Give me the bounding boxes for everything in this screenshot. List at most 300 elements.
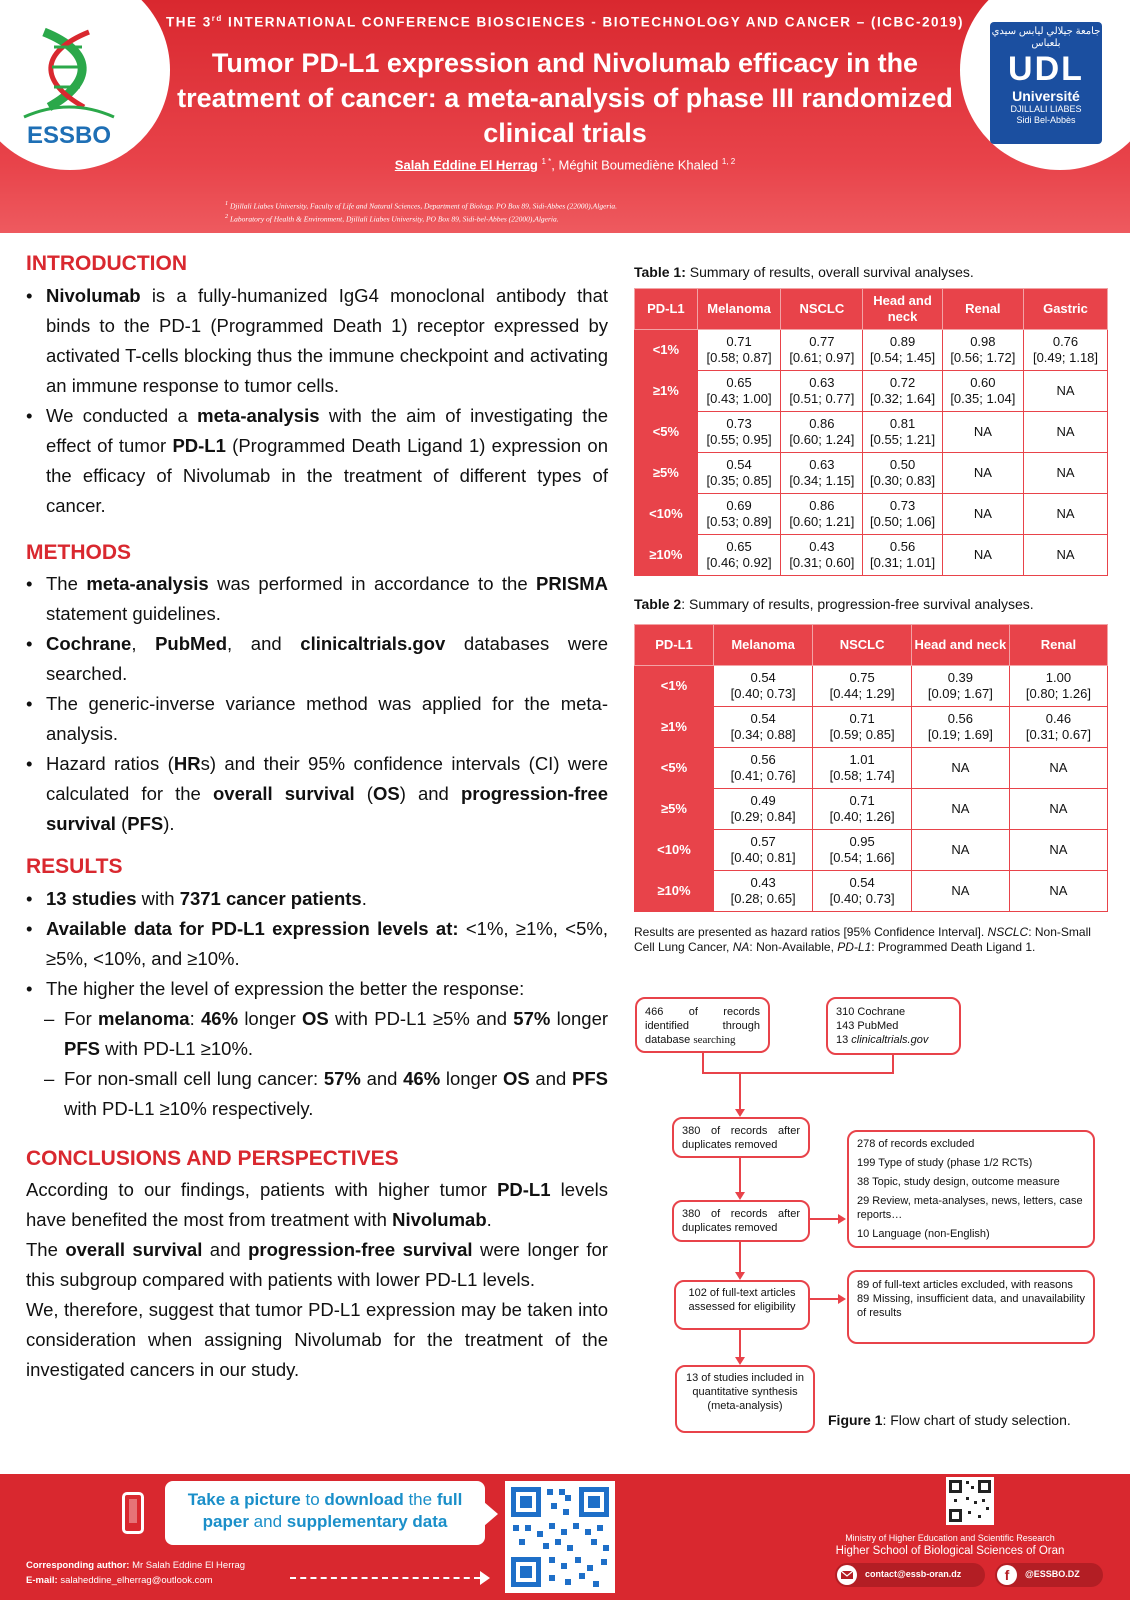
row-label-cell: ≥10%	[635, 871, 714, 912]
table-cell	[781, 330, 863, 371]
text-fragment: with	[136, 888, 180, 909]
table-header-cell: PD-L1	[635, 625, 714, 666]
text-fragment: ).	[163, 813, 175, 834]
text-fragment: NA	[732, 940, 750, 954]
text-fragment: and	[360, 1068, 404, 1089]
text-fragment: were longer for this subgroup compared with patients with lower PD-L1 levels.	[26, 1239, 608, 1290]
contact-email-badge[interactable]	[835, 1563, 985, 1587]
conclusions-heading: CONCLUSIONS AND PERSPECTIVES	[26, 1147, 399, 1170]
hazard-ratio-value: 1.00	[1045, 670, 1072, 685]
table-cell	[1024, 453, 1108, 494]
table-header-cell: Renal	[1009, 625, 1107, 666]
hazard-ratio-value: 0.77	[809, 334, 835, 349]
text-fragment: OS	[503, 1068, 530, 1089]
table-cell	[1009, 871, 1107, 912]
text-fragment: statement guidelines.	[46, 603, 221, 624]
text-fragment: clinicaltrials.gov	[851, 1034, 929, 1046]
text-fragment: salaheddine_elherrag@outlook.com	[57, 1575, 213, 1586]
essbo-logo-text: ESSBO	[26, 122, 112, 149]
table-cell	[781, 412, 863, 453]
school-name: Higher School of Biological Sciences of Oran	[835, 1545, 1065, 1557]
row-label-cell: ≥5%	[635, 789, 714, 830]
text-fragment: .	[361, 888, 367, 909]
confidence-interval: [0.09; 1.67]	[927, 686, 993, 701]
text-fragment: 7371 cancer patients	[179, 888, 362, 909]
flow-connector	[739, 1072, 741, 1110]
table-cell	[942, 453, 1023, 494]
udl-logo-arabic: جامعة جيلالي ليابس سيدي بلعباس	[991, 26, 1101, 49]
hazard-ratio-value: 0.60	[970, 375, 996, 390]
text-fragment: the	[403, 1490, 437, 1509]
text-fragment: 89 Missing, insufficient data, and unavailability of results	[857, 1293, 1085, 1319]
intro-bullet-1	[26, 281, 608, 401]
table-row	[635, 330, 1108, 371]
table-cell	[713, 707, 812, 748]
text-fragment: : Programmed Death Ligand 1.	[871, 940, 1036, 954]
text-fragment: Nivolumab	[46, 285, 141, 306]
hazard-ratio-value: 0.89	[889, 334, 916, 349]
text-fragment: We conducted a	[46, 405, 198, 426]
hazard-ratio-value: 0.63	[809, 457, 835, 472]
flow-arrow	[735, 1272, 745, 1280]
confidence-interval: [0.35; 0.85]	[706, 473, 772, 488]
table-row	[635, 412, 1108, 453]
hazard-ratio-value: 0.98	[970, 334, 996, 349]
results-subitem-melanoma	[26, 1004, 608, 1064]
hazard-ratio-value: 0.54	[849, 875, 875, 890]
text-fragment: For non-small cell lung cancer:	[64, 1068, 324, 1089]
hazard-ratio-value: 0.56	[947, 711, 974, 726]
paper-qr-code[interactable]	[505, 1481, 615, 1593]
table-cell	[813, 830, 912, 871]
text-fragment: 199 Type of study (phase 1/2 RCTs)	[857, 1157, 1033, 1169]
row-label-cell: <5%	[635, 412, 698, 453]
table-header-row	[635, 625, 1108, 666]
row-label-cell: ≥5%	[635, 453, 698, 494]
text-fragment: PFS	[572, 1068, 608, 1089]
confidence-interval: [0.44; 1.29]	[829, 686, 895, 701]
school-qr-code[interactable]	[946, 1477, 994, 1525]
hazard-ratio-value: 0.50	[889, 457, 916, 472]
table-cell	[911, 666, 1009, 707]
envelope-icon	[837, 1565, 857, 1585]
confidence-interval: [0.34; 1.15]	[789, 473, 855, 488]
table-cell	[781, 535, 863, 576]
hazard-ratio-value: NA	[951, 842, 970, 857]
phone-screen-icon	[129, 1499, 137, 1523]
text-fragment: 310 Cochrane	[836, 1006, 906, 1018]
table-2-caption	[634, 596, 1034, 612]
text-fragment: 13	[836, 1034, 852, 1046]
author-email[interactable]	[26, 1575, 213, 1586]
table-cell	[911, 830, 1009, 871]
intro-section	[26, 281, 608, 521]
text-fragment: The	[46, 573, 87, 594]
methods-bullet-2	[26, 629, 608, 689]
author-2: Méghit Boumediène Khaled	[558, 157, 719, 173]
flow-connector	[739, 1158, 741, 1192]
methods-section	[26, 569, 608, 839]
confidence-interval: [0.54; 1.66]	[829, 850, 895, 865]
text-fragment: PFS	[127, 813, 164, 834]
hazard-ratio-value: 0.69	[726, 498, 752, 513]
confidence-interval: [0.60; 1.21]	[789, 514, 855, 529]
confidence-interval: [0.61; 0.97]	[789, 350, 855, 365]
confidence-interval: [0.80; 1.26]	[1025, 686, 1091, 701]
flow-arrow	[838, 1294, 846, 1304]
table-cell	[813, 666, 912, 707]
table-header-cell: Renal	[942, 289, 1023, 330]
intro-heading: INTRODUCTION	[26, 252, 187, 275]
confidence-interval: [0.50; 1.06]	[870, 514, 936, 529]
text-fragment: s) and their 95% confidence intervals (CI) were calculated for the	[46, 753, 608, 804]
table-cell	[713, 748, 812, 789]
text-fragment: longer	[550, 1008, 609, 1029]
table-header-cell: NSCLC	[813, 625, 912, 666]
text-fragment: For	[64, 1008, 99, 1029]
table-cell	[942, 371, 1023, 412]
flow-box-full-text-assessed: 102 of full-text articles assessed for eligibility	[674, 1280, 810, 1330]
flow-connector	[810, 1218, 840, 1220]
text-fragment: download	[324, 1490, 404, 1509]
essbo-logo	[14, 22, 124, 152]
confidence-interval: [0.40; 0.73]	[730, 686, 796, 701]
text-fragment: 46%	[403, 1068, 441, 1089]
table-2	[634, 624, 1108, 912]
flow-connector	[810, 1298, 840, 1300]
hazard-ratio-value: NA	[973, 465, 992, 480]
udl-logo-universite: Université	[1012, 88, 1080, 104]
text-fragment: Corresponding author:	[26, 1560, 130, 1571]
methods-bullet-3: • The generic-inverse variance method was applied for the meta-analysis.	[26, 689, 608, 749]
text-fragment: The	[26, 1239, 66, 1260]
table-cell	[911, 871, 1009, 912]
table-header-cell: Melanoma	[697, 289, 781, 330]
conclusions-paragraph-3: We, therefore, suggest that tumor PD-L1 expression may be taken into consideration when assigning Nivolumab for the treatment of the investigated cancers in our study.	[26, 1299, 608, 1380]
confidence-interval: [0.32; 1.64]	[870, 391, 936, 406]
confidence-interval: [0.31; 0.60]	[789, 555, 855, 570]
confidence-interval: [0.53; 0.89]	[706, 514, 772, 529]
text-fragment: longer	[238, 1008, 303, 1029]
table-cell	[697, 330, 781, 371]
text-fragment: Hazard ratios (	[46, 753, 174, 774]
hazard-ratio-value: 0.73	[726, 416, 752, 431]
table-cell	[697, 453, 781, 494]
flow-box-identified	[635, 997, 770, 1053]
table-cell	[942, 494, 1023, 535]
text-fragment: Results are presented as hazard ratios [95% Confidence Interval].	[634, 925, 988, 939]
text-fragment	[836, 1033, 951, 1047]
table-cell	[942, 535, 1023, 576]
methods-bullet-1	[26, 569, 608, 629]
text-fragment: with PD-L1 ≥5% and	[328, 1008, 514, 1029]
text-fragment: progression-free survival	[248, 1239, 473, 1260]
flow-box-full-text-excluded	[847, 1270, 1095, 1344]
hazard-ratio-value: NA	[1056, 547, 1075, 562]
hazard-ratio-value: 0.49	[750, 793, 776, 808]
confidence-interval: [0.31; 0.67]	[1025, 727, 1091, 742]
table-row	[635, 830, 1108, 871]
facebook-text: @ESSBO.DZ	[1025, 1569, 1080, 1579]
hazard-ratio-value: NA	[973, 547, 992, 562]
hazard-ratio-value: 0.54	[750, 711, 776, 726]
author-1-sup: 1 *	[541, 157, 552, 166]
table-header-row	[635, 289, 1108, 330]
table-cell	[911, 707, 1009, 748]
hazard-ratio-value: NA	[951, 883, 970, 898]
text-fragment: <1%, ≥1%, <5%, ≥5%, <10%, and ≥10%.	[46, 918, 608, 969]
text-fragment: 278 of records excluded	[857, 1138, 975, 1150]
hazard-ratio-value: 0.71	[726, 334, 752, 349]
text-fragment: PFS	[64, 1038, 100, 1059]
hazard-ratio-value: NA	[1056, 383, 1075, 398]
phone-icon	[122, 1492, 144, 1534]
hazard-ratio-value: NA	[951, 801, 970, 816]
hazard-ratio-value: 0.71	[849, 793, 875, 808]
dashed-arrow-line	[290, 1577, 480, 1579]
confidence-interval: [0.58; 0.87]	[706, 350, 772, 365]
udl-logo	[990, 22, 1102, 144]
table-note	[634, 925, 1104, 955]
text-fragment: meta-analysis	[86, 573, 209, 594]
hazard-ratio-value: NA	[1049, 801, 1068, 816]
affiliation-1-text: Djillali Liabes University, Faculty of Life and Natural Sciences, Department of Biology. PO Box 89, Sidi-Abbes (22000),Algeria.	[230, 201, 618, 211]
text-fragment: Summary of results, overall survival analyses.	[685, 264, 974, 280]
text-fragment: with the aim of investigating the effect of tumor	[46, 405, 608, 456]
row-label-cell: <5%	[635, 748, 714, 789]
table-cell	[911, 789, 1009, 830]
flow-connector	[702, 1053, 704, 1073]
affiliation-2: $^2$ Laboratory of Health & Environment, Djillali Liabes University, PO Box 89, Sidi-bel-Abbes (22000),Algeria.	[225, 212, 559, 223]
hazard-ratio-value: NA	[973, 424, 992, 439]
table-cell	[1009, 748, 1107, 789]
table-header-cell: NSCLC	[781, 289, 863, 330]
author-1: Salah Eddine El Herrag	[394, 157, 538, 173]
row-label-cell: <1%	[635, 330, 698, 371]
ministry-name: Ministry of Higher Education and Scientific Research	[845, 1533, 1055, 1543]
flow-arrow	[735, 1192, 745, 1200]
flow-box-sources	[826, 997, 961, 1055]
text-fragment: longer	[440, 1068, 503, 1089]
hazard-ratio-value: 0.71	[849, 711, 875, 726]
conference-prefix: THE 3	[165, 14, 212, 30]
table-cell	[1024, 494, 1108, 535]
hazard-ratio-value: 0.54	[726, 457, 752, 472]
table-header-cell: Head and neck	[863, 289, 942, 330]
table-row	[635, 871, 1108, 912]
table-header-cell: Gastric	[1024, 289, 1108, 330]
hazard-ratio-value: NA	[1056, 506, 1075, 521]
flow-connector	[739, 1242, 741, 1272]
corresponding-author	[26, 1560, 245, 1571]
text-fragment: and	[202, 1239, 249, 1260]
table-cell	[911, 748, 1009, 789]
flow-connector	[892, 1055, 894, 1073]
flow-arrow	[735, 1109, 745, 1117]
hazard-ratio-value: 0.81	[889, 416, 916, 431]
hazard-ratio-value: 0.86	[809, 416, 835, 431]
hazard-ratio-value: 0.95	[849, 834, 875, 849]
text-fragment: Available data for PD-L1 expression levels at:	[46, 918, 459, 939]
facebook-badge[interactable]	[995, 1563, 1103, 1587]
text-fragment: :	[189, 1008, 201, 1029]
confidence-interval: [0.29; 0.84]	[730, 809, 796, 824]
figure-1-caption	[828, 1412, 1071, 1428]
confidence-interval: [0.43; 1.00]	[706, 391, 772, 406]
text-fragment: overall survival	[212, 783, 355, 804]
text-fragment: 29 Review, meta-analyses, news, letters, case reports…	[857, 1195, 1083, 1221]
text-fragment: meta-analysis	[197, 405, 320, 426]
hazard-ratio-value: 0.72	[889, 375, 916, 390]
table-cell	[781, 371, 863, 412]
table-row	[635, 453, 1108, 494]
text-fragment: , and	[227, 633, 301, 654]
hazard-ratio-value: 0.86	[809, 498, 835, 513]
hazard-ratio-value: NA	[973, 506, 992, 521]
udl-logo-acronym: UDL	[1008, 50, 1084, 88]
hazard-ratio-value: NA	[1049, 842, 1068, 857]
text-fragment: : Non-Small Cell Lung Cancer,	[634, 925, 1091, 954]
table-cell	[713, 666, 812, 707]
table-cell	[1009, 666, 1107, 707]
text-fragment: with PD-L1 ≥10% respectively.	[64, 1098, 314, 1119]
text-fragment: is a fully-humanized IgG4 monoclonal antibody that binds to the PD-1 (Programmed Death 1) receptor expressed by activated T-cells blocking thus the immune checkpoint and activating an immune response to tumor cells.	[46, 285, 608, 396]
text-fragment: supplementary data	[286, 1512, 448, 1531]
results-section	[26, 884, 608, 1124]
confidence-interval: [0.56; 1.72]	[950, 350, 1016, 365]
table-row	[635, 535, 1108, 576]
conference-sup: rd	[211, 14, 223, 23]
confidence-interval: [0.31; 1.01]	[870, 555, 936, 570]
table-cell	[697, 371, 781, 412]
hazard-ratio-value: 1.01	[849, 752, 875, 767]
text-fragment: OS	[372, 783, 400, 804]
confidence-interval: [0.59; 0.85]	[829, 727, 895, 742]
methods-heading: METHODS	[26, 541, 131, 564]
text-fragment: 10 Language (non-English)	[857, 1228, 990, 1240]
text-fragment: 38 Topic, study design, outcome measure	[857, 1176, 1060, 1188]
table-cell	[697, 494, 781, 535]
table-cell	[863, 535, 942, 576]
table-cell	[713, 871, 812, 912]
table-cell	[713, 789, 812, 830]
text-fragment: progression-free survival	[46, 783, 608, 834]
text-fragment: (	[115, 813, 128, 834]
table-cell	[942, 412, 1023, 453]
text-fragment: 143 PubMed	[836, 1020, 899, 1032]
text-fragment: searching	[693, 1034, 736, 1046]
table-cell	[813, 707, 912, 748]
hazard-ratio-value: 0.63	[809, 375, 835, 390]
text-fragment: and	[248, 1512, 287, 1531]
table-cell	[697, 412, 781, 453]
affiliation-2-text: Laboratory of Health & Environment, Djillali Liabes University, PO Box 89, Sidi-bel-Abbes (22000),Algeria.	[230, 214, 559, 223]
row-label-cell: ≥1%	[635, 707, 714, 748]
confidence-interval: [0.60; 1.24]	[789, 432, 855, 447]
text-fragment: PubMed	[155, 633, 228, 654]
text-fragment: Table 1:	[634, 264, 686, 280]
authors: Salah Eddine El Herrag $^{1 *}$, Méghit Boumediène Khaled $^{1, 2}$	[394, 157, 736, 173]
confidence-interval: [0.54; 1.45]	[870, 350, 936, 365]
table-1-caption	[634, 264, 974, 280]
text-fragment: NSCLC	[987, 925, 1029, 939]
affiliation-1: $^1$ Djillali Liabes University, Faculty of Life and Natural Sciences, Department of Biology. PO Box 89, Sidi-Abbes (22000),Algeria.	[225, 200, 618, 211]
table-cell	[863, 371, 942, 412]
results-bullet-2	[26, 914, 608, 974]
hazard-ratio-value: NA	[1049, 883, 1068, 898]
table-cell	[863, 330, 942, 371]
text-fragment: 57%	[323, 1068, 361, 1089]
results-heading: RESULTS	[26, 855, 123, 878]
hazard-ratio-value: 0.46	[1045, 711, 1072, 726]
contact-email-text: contact@essb-oran.dz	[865, 1569, 962, 1579]
text-fragment: .	[486, 1209, 492, 1230]
udl-logo-name: DJILLALI LIABES	[1010, 104, 1082, 114]
text-fragment: 13 studies	[46, 888, 137, 909]
text-fragment: Table 2	[634, 596, 682, 612]
text-fragment: : Summary of results, progression-free survival analyses.	[681, 596, 1034, 612]
confidence-interval: [0.49; 1.18]	[1032, 350, 1099, 365]
hazard-ratio-value: 0.56	[750, 752, 776, 767]
confidence-interval: [0.28; 0.65]	[730, 891, 796, 906]
text-fragment: overall survival	[65, 1239, 203, 1260]
table-cell	[863, 494, 942, 535]
table-row	[635, 371, 1108, 412]
confidence-interval: [0.46; 0.92]	[706, 555, 772, 570]
hazard-ratio-value: 0.57	[750, 834, 776, 849]
text-fragment: 466 of records identified through database	[645, 1006, 760, 1046]
row-label-cell: ≥10%	[635, 535, 698, 576]
table-row	[635, 666, 1108, 707]
confidence-interval: [0.34; 0.88]	[730, 727, 796, 742]
text-fragment: to	[300, 1490, 325, 1509]
hazard-ratio-value: 0.54	[750, 670, 776, 685]
table-row	[635, 748, 1108, 789]
row-label-cell: ≥1%	[635, 371, 698, 412]
text-fragment: clinicaltrials.gov	[300, 633, 446, 654]
table-cell	[813, 789, 912, 830]
text-fragment: levels have benefited the most from treatment with	[26, 1179, 608, 1230]
table-cell	[1024, 535, 1108, 576]
text-fragment: : Non-Available,	[749, 940, 838, 954]
confidence-interval: [0.19; 1.69]	[927, 727, 993, 742]
hazard-ratio-value: 0.56	[889, 539, 916, 554]
author-2-sup: 1, 2	[721, 157, 736, 166]
text-fragment: and	[529, 1068, 572, 1089]
hazard-ratio-value: 0.43	[750, 875, 776, 890]
hazard-ratio-value: 0.76	[1052, 334, 1079, 349]
flow-arrow	[838, 1214, 846, 1224]
results-bullet-3: • The higher the level of expression the better the response:	[26, 974, 608, 1004]
table-cell	[1024, 330, 1108, 371]
table-row	[635, 707, 1108, 748]
flow-connector	[739, 1330, 741, 1357]
text-fragment: (	[354, 783, 373, 804]
text-fragment: databases were searched.	[46, 633, 608, 684]
text-fragment: Take a picture	[187, 1490, 301, 1509]
arrow-right-icon	[480, 1571, 490, 1585]
table-cell	[781, 453, 863, 494]
conclusions-paragraph-1	[26, 1175, 608, 1235]
text-fragment: : Flow chart of study selection.	[882, 1412, 1071, 1428]
download-promo-box	[165, 1481, 485, 1545]
table-cell	[1009, 830, 1107, 871]
confidence-interval: [0.30; 0.83]	[870, 473, 936, 488]
intro-bullet-2	[26, 401, 608, 521]
row-label-cell: <10%	[635, 494, 698, 535]
text-fragment: Cochrane	[46, 633, 132, 654]
table-cell	[1009, 707, 1107, 748]
